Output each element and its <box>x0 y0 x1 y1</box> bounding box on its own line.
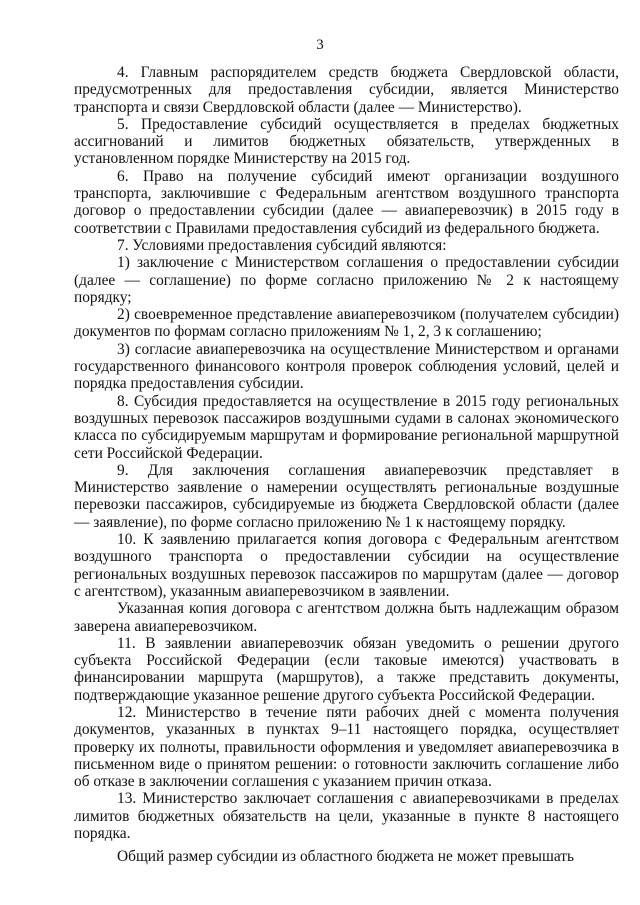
paragraph-item-9: 9. Для заключения соглашения авиаперевозчик представляет в Министерство заявление о намерении осуществлять региональные воздушные перевозки пассажиров, субсидируемые из бюджета Свердловской области (далее — заявление), по форме согласно приложению № 1 к настоящему порядку. <box>74 461 619 531</box>
page-number: 3 <box>316 37 324 53</box>
paragraph-item-12: 12. Министерство в течение пяти рабочих дней с момента получения документов, указанных в пунктах 9–11 настоящего порядка, осуществляет проверку их полноты, правильности оформления и уведомляет авиаперевозчика в письменном виде о принятом решении: о готовности заключить соглашение либо об отказе в заключении соглашения с указанием причин отказа. <box>74 703 619 791</box>
paragraph-item-7-1: 1) заключение с Министерством соглашения о предоставлении субсидии (далее — соглашение) по форме согласно приложению № 2 к настоящему порядку; <box>74 254 619 306</box>
paragraph-item-10: 10. К заявлению прилагается копия договора с Федеральным агентством воздушного транспорта о предоставлении субсидии на осуществление региональных воздушных перевозок пассажиров по маршрутам (далее — договор с агентством), указанным авиаперевозчиком в заявлении. <box>74 531 619 600</box>
paragraph-item-11: 11. В заявлении авиаперевозчик обязан уведомить о решении другого субъекта Российской Федерации (если таковые имеются) участвовать в финансировании маршрута (маршрутов), а также представить документы, подтверждающие указанное решение другого субъекта Российской Федерации. <box>74 634 619 704</box>
document-body <box>74 64 619 866</box>
paragraph-item-5: 5. Предоставление субсидий осуществляется в пределах бюджетных ассигнований и лимитов бюджетных обязательств, утвержденных в установленном порядке Министерству на 2015 год. <box>74 115 619 168</box>
paragraph-item-4: 4. Главным распорядителем средств бюджета Свердловской области, предусмотренных для предоставления субсидии, является Министерство транспорта и связи Свердловской области (далее — Министерство). <box>74 64 619 116</box>
paragraph-item-7-2: 2) своевременное представление авиаперевозчиком (получателем субсидии) документов по формам согласно приложениям № 1, 2, 3 к соглашению; <box>74 306 619 341</box>
paragraph-item-7: 7. Условиями предоставления субсидий являются: <box>117 236 447 254</box>
paragraph-item-8: 8. Субсидия предоставляется на осуществление в 2015 году региональных воздушных перевозок пассажиров воздушными судами в салонах экономического класса по субсидируемым маршрутам и формирование региональной маршрутной сети Российской Федерации. <box>74 392 619 462</box>
paragraph-item-7-3: 3) согласие авиаперевозчика на осуществление Министерством и органами государственного финансового контроля проверок соблюдения условий, целей и порядка предоставления субсидии. <box>74 340 619 393</box>
paragraph-subsidy-limit: Общий размер субсидии из областного бюджета не может превышать <box>117 848 574 866</box>
paragraph-item-6: 6. Право на получение субсидий имеют организации воздушного транспорта, заключившие с Федеральным агентством воздушного транспорта договор о предоставлении субсидии (далее — авиаперевозчик) в 2015 году в соответствии с Правилами предоставления субсидий из федерального бюджета. <box>74 167 619 237</box>
paragraph-item-13: 13. Министерство заключает соглашения с авиаперевозчиками в пределах лимитов бюджетных обязательств на цели, указанные в пункте 8 настоящего порядка. <box>74 790 619 843</box>
paragraph-item-10-note: Указанная копия договора с агентством должна быть надлежащим образом заверена авиаперевозчиком. <box>74 600 619 635</box>
